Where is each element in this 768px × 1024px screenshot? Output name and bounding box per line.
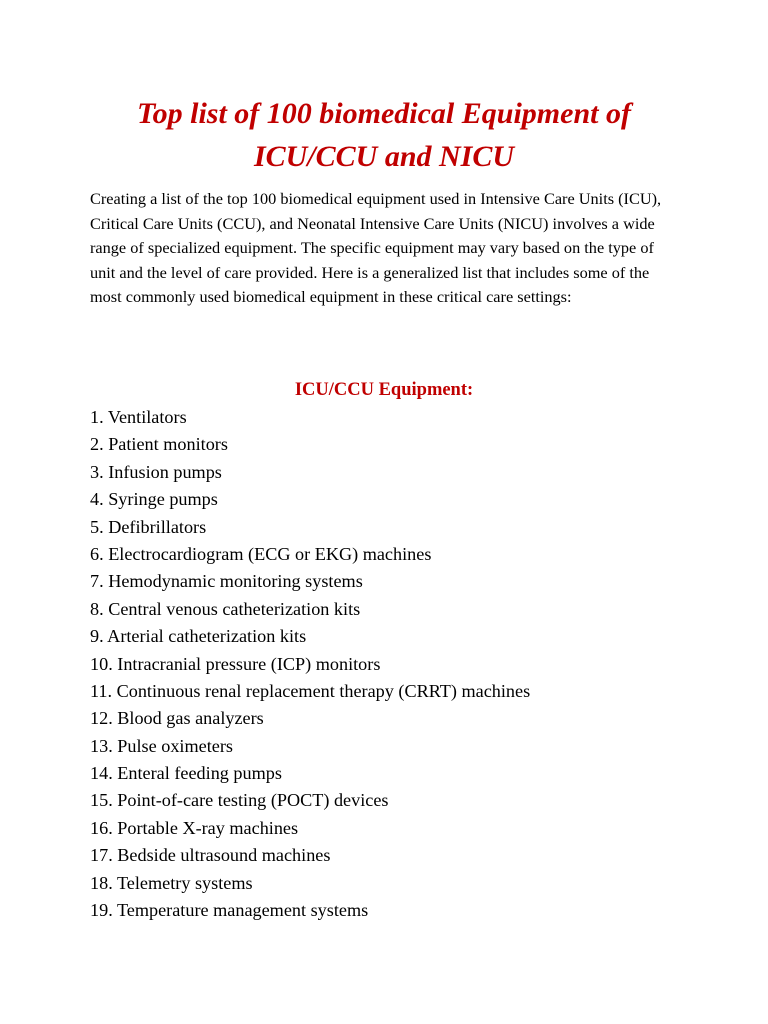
section-heading: ICU/CCU Equipment:: [294, 380, 474, 400]
list-item: 4. Syringe pumps: [90, 489, 218, 510]
list-item: 16. Portable X-ray machines: [90, 817, 299, 838]
list-item: 2. Patient monitors: [90, 434, 228, 455]
list-item: 3. Infusion pumps: [90, 461, 222, 482]
list-item: 6. Electrocardiogram (ECG or EKG) machines: [90, 543, 432, 564]
list-item: 7. Hemodynamic monitoring systems: [90, 571, 363, 592]
list-item: 9. Arterial catheterization kits: [90, 626, 307, 647]
intro-paragraph: Creating a list of the top 100 biomedical equipment used in Intensive Care Units (ICU), Critical Care Units (CCU), and Neonatal Intensive Care Units (NICU) involves a wide range of specialized equipment. The specific equipment may vary based on the type of unit and the level of care provided. Here is a generalized list that includes some of the most commonly used biomedical equipment in these critical care settings:: [90, 189, 662, 307]
page-title: [90, 92, 678, 178]
equipment-list: [90, 404, 690, 924]
list-item: 12. Blood gas analyzers: [90, 708, 264, 729]
list-item: 1. Ventilators: [90, 407, 187, 427]
list-item: 10. Intracranial pressure (ICP) monitors: [90, 653, 381, 674]
list-item: 17. Bedside ultrasound machines: [90, 845, 331, 866]
list-item: 14. Enteral feeding pumps: [90, 763, 282, 784]
list-item: 18. Telemetry systems: [90, 872, 253, 893]
title-line-1: Top list of 100 biomedical Equipment of: [137, 97, 631, 130]
list-item: 8. Central venous catheterization kits: [90, 598, 361, 619]
list-item: 11. Continuous renal replacement therapy (CRRT) machines: [90, 680, 531, 701]
list-item: 19. Temperature management systems: [90, 900, 369, 921]
list-item: 13. Pulse oximeters: [90, 735, 233, 756]
list-item: 5. Defibrillators: [90, 516, 207, 537]
title-line-2: ICU/CCU and NICU: [253, 140, 515, 173]
list-item: 15. Point-of-care testing (POCT) devices: [90, 790, 389, 811]
